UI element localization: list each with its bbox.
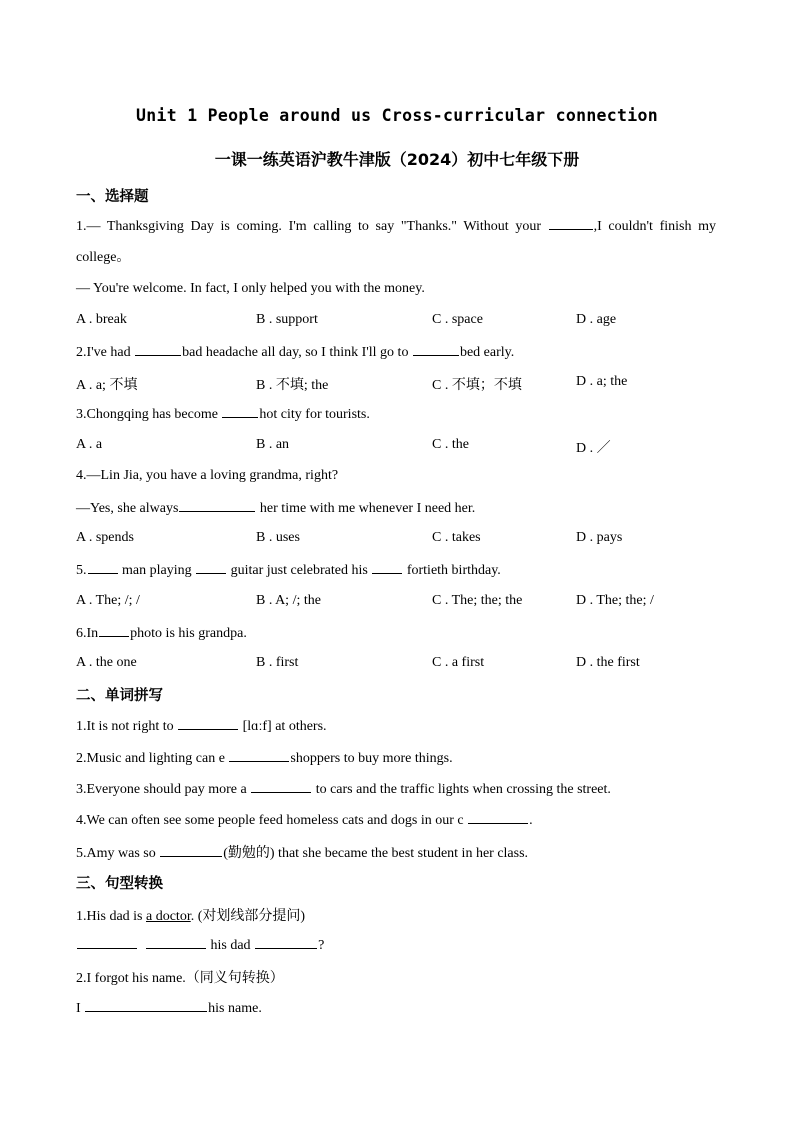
spelling-2 (76, 749, 453, 767)
option-a: A . a (76, 437, 103, 452)
question-text: 3.Everyone should pay more a (76, 782, 251, 797)
question-text: his name. (208, 1001, 262, 1016)
answer-blank (99, 624, 129, 637)
option-b: B . support (256, 312, 318, 327)
question-text: hot city for tourists. (259, 407, 370, 422)
spelling-5 (76, 842, 528, 862)
question-text: . (529, 813, 533, 828)
option-d: D . the first (576, 655, 640, 670)
answer-blank (196, 561, 226, 574)
question-text: his dad (207, 938, 255, 953)
option-b: B . uses (256, 530, 300, 545)
answer-blank (413, 343, 459, 356)
option-d: D . age (576, 312, 617, 327)
question-text: 2.Music and lighting can e (76, 751, 229, 766)
answer-blank (549, 217, 593, 230)
question-2 (76, 343, 514, 361)
spelling-4 (76, 811, 533, 829)
option-a: A . break (76, 312, 127, 327)
answer-blank (160, 844, 222, 857)
question-text: ? (318, 938, 325, 953)
answer-blank (468, 811, 528, 824)
option-b: B . first (256, 655, 299, 670)
option-c: C . The; the; the (432, 593, 523, 608)
question-text: guitar just celebrated his (227, 563, 372, 578)
question-text: photo is his grandpa. (130, 626, 247, 641)
question-text: 6.In (76, 626, 99, 641)
option-c: C . a first (432, 655, 485, 670)
option-d: D . a; the (576, 374, 628, 389)
answer-blank (85, 999, 207, 1012)
option-a: A . the one (76, 655, 137, 670)
question-text: bed early. (459, 345, 515, 360)
answer-blank (146, 936, 206, 949)
question-text: to cars and the traffic lights when crossing the street. (312, 782, 611, 797)
question-text: shoppers to buy more things. (290, 751, 453, 766)
answer-blank (255, 936, 317, 949)
document-title: Unit 1 People around us Cross-curricular connection (136, 106, 658, 125)
section-heading-choice: 一、选择题 (76, 189, 149, 205)
spelling-3 (76, 780, 611, 798)
answer-blank (222, 405, 258, 418)
answer-blank (77, 936, 137, 949)
question-4: 4.—Lin Jia, you have a loving grandma, right? (76, 468, 339, 483)
question-text: 5.Amy was so (76, 846, 160, 861)
option-d: D . The; the; / (576, 593, 654, 608)
question-text: (勤勉的) that she became the best student in her class. (223, 846, 529, 861)
transform-1-answer (76, 936, 324, 954)
question-1 (76, 211, 716, 273)
question-4-reply (76, 499, 475, 517)
question-1-reply: — You're welcome. In fact, I only helped you with the money. (76, 281, 425, 296)
document-subtitle: 一课一练英语沪教牛津版（2024）初中七年级下册 (214, 150, 580, 169)
answer-blank (135, 343, 181, 356)
question-text: [lɑːf] at others. (239, 719, 327, 734)
question-text: 1.— Thanksgiving Day is coming. I'm calling to say "Thanks." Without your (76, 219, 548, 234)
question-text: . (对划线部分提问) (190, 909, 306, 924)
question-text: man playing (118, 563, 196, 578)
question-text: fortieth birthday. (403, 563, 501, 578)
section-heading-transform: 三、句型转换 (76, 876, 163, 892)
question-text: I (76, 1001, 85, 1016)
option-c: C . takes (432, 530, 481, 545)
question-text: bad headache all day, so I think I'll go to (182, 345, 412, 360)
answer-blank (251, 780, 311, 793)
question-3 (76, 405, 370, 423)
underlined-phrase: a doctor (146, 909, 191, 924)
question-5 (76, 561, 501, 579)
question-text: 4.We can often see some people feed homeless cats and dogs in our c (76, 813, 468, 828)
question-6 (76, 624, 247, 642)
question-text: 1.It is not right to (76, 719, 178, 734)
question-text: 3.Chongqing has become (76, 407, 222, 422)
question-text: —Yes, she always (76, 501, 179, 516)
question-text: her time with me whenever I need her. (256, 501, 476, 516)
answer-blank (179, 499, 255, 512)
option-b: B . A; /; the (256, 593, 321, 608)
answer-blank (372, 561, 402, 574)
answer-blank (88, 561, 118, 574)
option-b: B . 不填; the (256, 378, 329, 393)
spelling-1 (76, 717, 327, 735)
question-text: 5. (76, 563, 87, 578)
option-a: A . spends (76, 530, 134, 545)
option-c: C . the (432, 437, 469, 452)
answer-blank (229, 749, 289, 762)
option-b: B . an (256, 437, 290, 452)
transform-2: 2.I forgot his name.（同义句转换） (76, 971, 284, 986)
option-d: D . ／ (576, 441, 611, 456)
transform-1 (76, 905, 305, 925)
question-text: 2.I've had (76, 345, 135, 360)
option-a: A . a; 不填 (76, 378, 138, 393)
question-text: ,I couldn't finish my college。 (76, 219, 716, 265)
section-heading-spelling: 二、单词拼写 (76, 688, 163, 704)
option-a: A . The; /; / (76, 593, 140, 608)
option-c: C . space (432, 312, 483, 327)
transform-2-answer (76, 999, 262, 1017)
question-text: 1.His dad is (76, 909, 146, 924)
option-d: D . pays (576, 530, 623, 545)
answer-blank (178, 717, 238, 730)
option-c: C . 不填；不填 (432, 378, 522, 393)
